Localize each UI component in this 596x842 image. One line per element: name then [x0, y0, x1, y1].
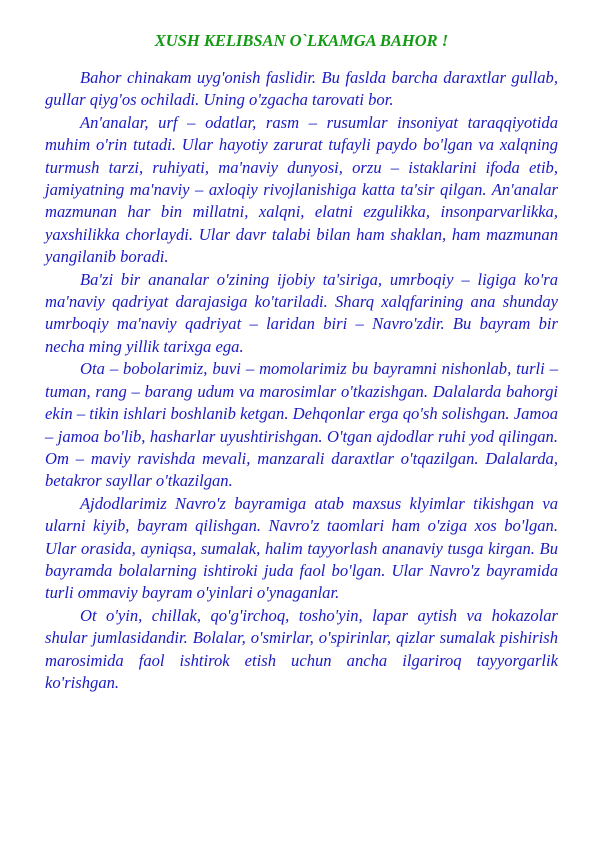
- paragraph-1: Bahor chinakam uyg'onish faslidir. Bu faslda barcha daraxtlar gullab, gullar qiyg'os ochiladi. Uning o'zgacha tarovati bor.: [45, 68, 558, 110]
- document-page: [45, 30, 558, 694]
- paragraph-5: Ajdodlarimiz Navro'z bayramiga atab maxsus klyimlar tikishgan va ularni kiyib, bayram qilishgan. Navro'z taomlari ham o'ziga xos bo'lgan. Ular orasida, ayniqsa, sumalak, halim tayyorlash ananaviy tusga kirgan. Bu bayramda bolalarning ishtiroki juda faol bo'lgan. Ular Navro'z bayramida turli ommaviy bayram o'yinlari o'ynaganlar.: [45, 493, 558, 603]
- paragraph-2: An'analar, urf – odatlar, rasm – rusumlar insoniyat taraqqiyotida muhim o'rin tutadi. Ular hayotiy zarurat tufayli paydo bo'lgan va xalqning turmush tarzi, ruhiyati, ma'naviy dunyosi, orzu – istaklarini ifoda etib, jamiyatning ma'naviy – axloqiy rivojlanishiga katta ta'sir qilgan. An'analar mazmunan har bin millatni, xalqni, elatni ezgulikka, insonparvarlikka, yaxshilikka chorlaydi. Ular davr talabi bilan ham shaklan, ham mazmunan yangilanib boradi.: [45, 112, 558, 267]
- paragraph-3: Ba'zi bir ananalar o'zining ijobiy ta'siriga, umrboqiy – ligiga ko'ra ma'naviy qadriyat darajasiga ko'tariladi. Sharq xalqfarining ana shunday umrboqiy ma'naviy qadriyat – laridan biri – Navro'zdir. Bu bayram bir necha ming yillik tarixga ega.: [45, 269, 558, 356]
- paragraph-6: Ot o'yin, chillak, qo'g'irchoq, tosho'yin, lapar aytish va hokazolar shular jumlasidandir. Bolalar, o'smirlar, o'spirinlar, qizlar sumalak pishirish marosimida faol ishtirok etish uchun ancha ilgariroq tayyorgarlik ko'rishgan.: [45, 605, 558, 692]
- paragraph-4: Ota – bobolarimiz, buvi – momolarimiz bu bayramni nishonlab, turli – tuman, rang – barang udum va marosimlar o'tkazishgan. Dalalarda bahorgi ekin – tikin ishlari boshlanib ketgan. Dehqonlar erga qo'sh solishgan. Jamoa – jamoa bo'lib, hasharlar uyushtirishgan. O'tgan ajdodlar ruhi yod qilingan. Om – maviy ravishda mevali, manzarali daraxtlar o'tqazilgan. Dalalarda, betakror sayllar o'tkazilgan.: [45, 359, 558, 491]
- document-title: XUSH KELIBSAN O`LKAMGA BAHOR !: [154, 31, 449, 50]
